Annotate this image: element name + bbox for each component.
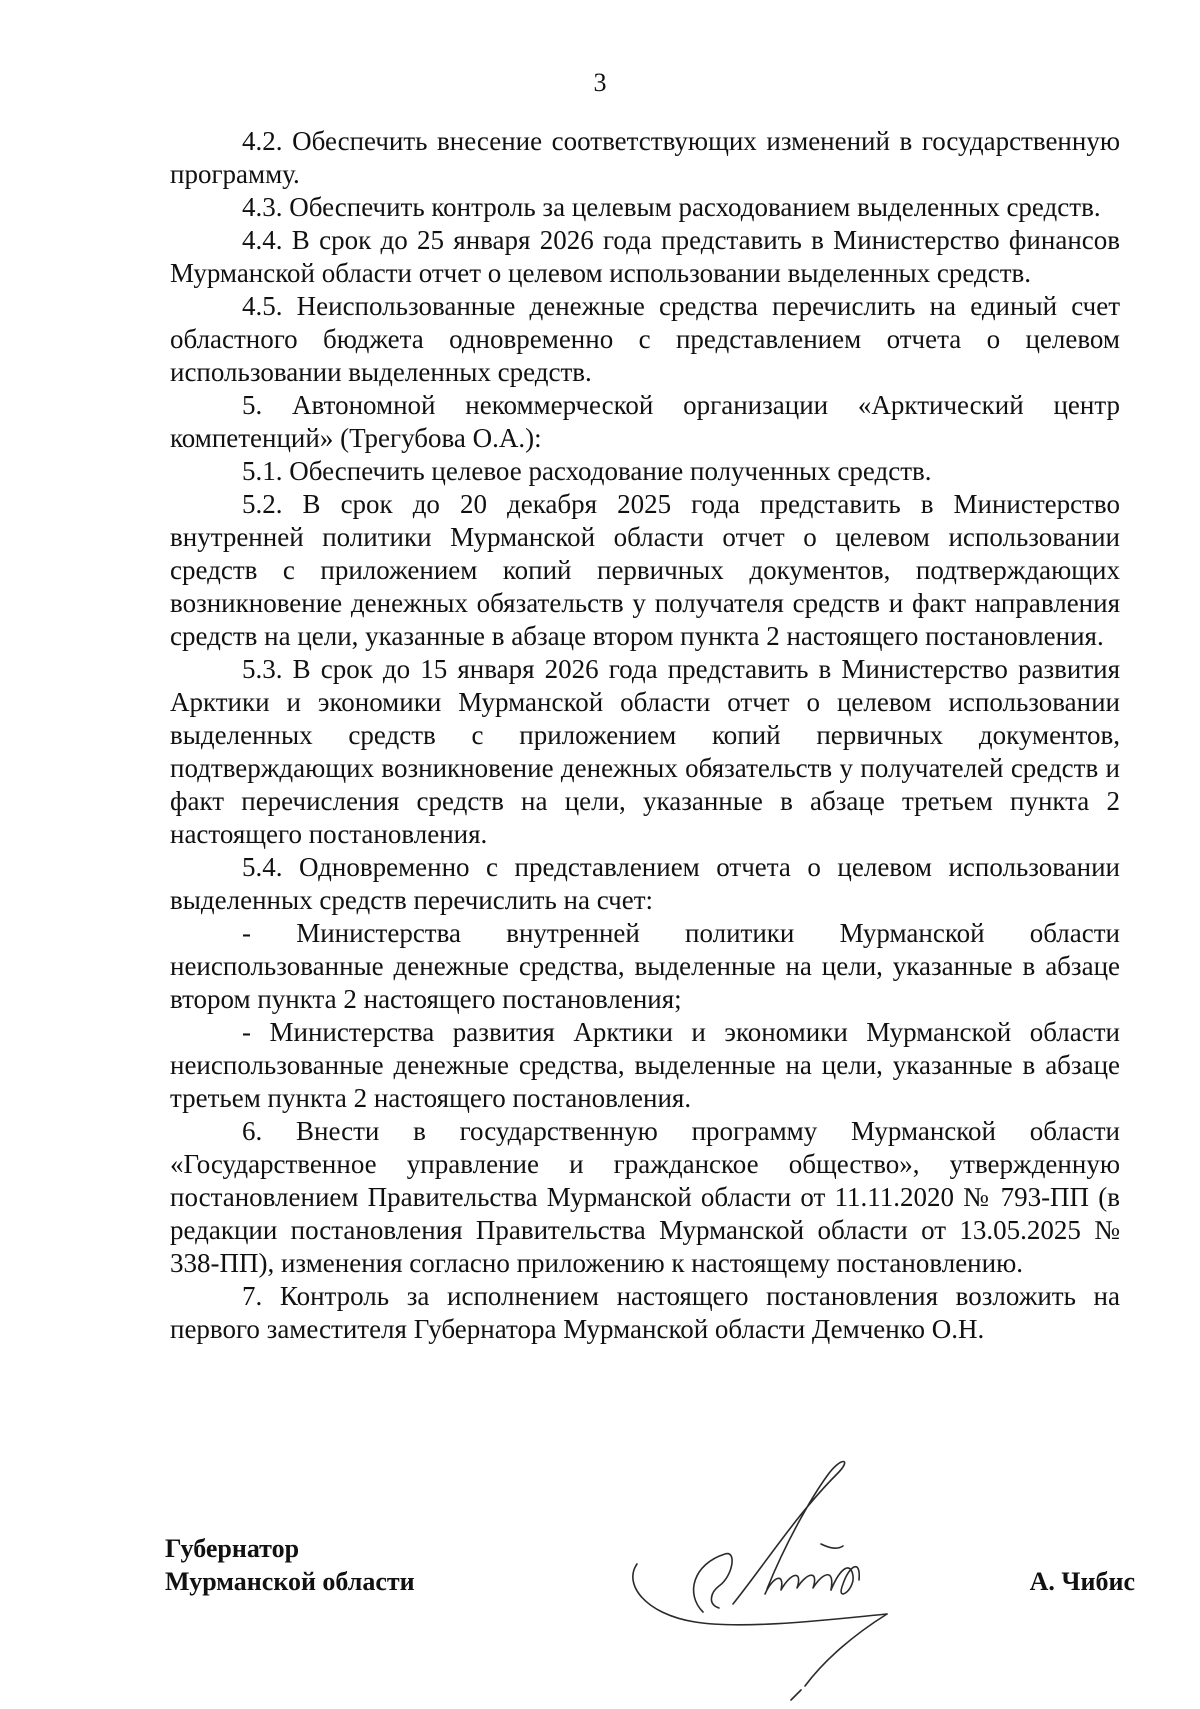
paragraph-4-5: 4.5. Неиспользованные денежные средства перечислить на единый счет областного бюджета одновременно с представлением отчета о целевом использовании выделенных средств. — [170, 291, 1120, 387]
paragraph-4-2: 4.2. Обеспечить внесение соответствующих изменений в государственную программу. — [170, 126, 1120, 189]
page-number: 3 — [593, 68, 607, 97]
paragraph-5-4-item-2: - Министерства развития Арктики и экономики Мурманской области неиспользованные денежные средства, выделенные на цели, указанные в абзаце третьем пункта 2 настоящего постановления. — [170, 1017, 1120, 1113]
paragraph-5-4: 5.4. Одновременно с представлением отчета о целевом использовании выделенных средств перечислить на счет: — [170, 852, 1120, 915]
signature-block — [165, 1532, 1135, 1702]
paragraph-5-3: 5.3. В срок до 15 января 2026 года представить в Министерство развития Арктики и экономики Мурманской области отчет о целевом использовании выделенных средств с приложением копий первичных документов, подтверждающих возникновение денежных обязательств у получателей средств и факт перечисления средств на цели, указанные в абзаце третьем пункта 2 настоящего постановления. — [170, 654, 1120, 849]
document-body — [170, 125, 1120, 1346]
paragraph-5-1: 5.1. Обеспечить целевое расходование полученных средств. — [242, 456, 932, 486]
signatory-name: А. Чибис — [1029, 1567, 1135, 1596]
paragraph-5-4-item-1: - Министерства внутренней политики Мурманской области неиспользованные денежные средства, выделенные на цели, указанные в абзаце втором пункта 2 настоящего постановления; — [170, 918, 1120, 1014]
paragraph-7: 7. Контроль за исполнением настоящего постановления возложить на первого заместителя Губернатора Мурманской области Демченко О.Н. — [170, 1281, 1120, 1344]
signatory-title — [165, 1532, 415, 1598]
handwritten-signature — [615, 1454, 935, 1704]
signatory-title-line-1: Губернатор — [165, 1534, 300, 1563]
signatory-title-line-2: Мурманской области — [165, 1567, 415, 1596]
paragraph-5: 5. Автономной некоммерческой организации «Арктический центр компетенций» (Трегубова О.А.): — [170, 390, 1120, 453]
paragraph-6: 6. Внести в государственную программу Мурманской области «Государственное управление и гражданское общество», утвержденную постановлением Правительства Мурманской области от 11.11.2020 № 793-ПП (в редакции постановления Правительства Мурманской области от 13.05.2025 № 338-ПП), изменения согласно приложению к настоящему постановлению. — [170, 1116, 1120, 1278]
paragraph-4-3: 4.3. Обеспечить контроль за целевым расходованием выделенных средств. — [242, 192, 1101, 222]
paragraph-4-4: 4.4. В срок до 25 января 2026 года представить в Министерство финансов Мурманской области отчет о целевом использовании выделенных средств. — [170, 225, 1120, 288]
paragraph-5-2: 5.2. В срок до 20 декабря 2025 года представить в Министерство внутренней политики Мурманской области отчет о целевом использовании средств с приложением копий первичных документов, подтверждающих возникновение денежных обязательств у получателя средств и факт направления средств на цели, указанные в абзаце втором пункта 2 настоящего постановления. — [170, 489, 1120, 651]
